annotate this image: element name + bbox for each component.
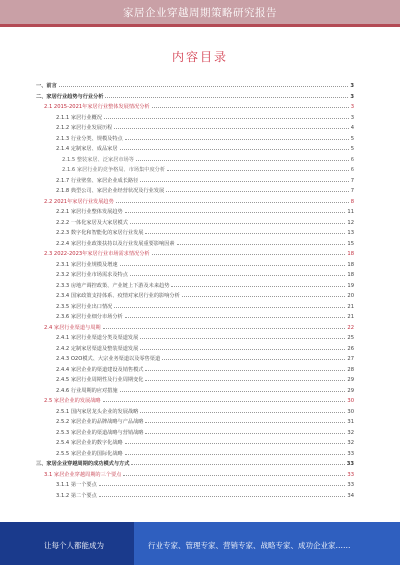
toc-entry-label: 2.5 家居企业的发展战略: [44, 398, 101, 404]
toc-entry-page: 21: [347, 314, 354, 320]
toc-leader-dots: [125, 138, 349, 140]
toc-entry-page: 18: [347, 261, 354, 268]
toc-entry-label: 2.1.8 典型公司、家居企业经营状况及行业发展: [56, 188, 165, 194]
toc-entry[interactable]: [56, 269, 354, 278]
toc-entry-page: 7: [350, 188, 354, 194]
toc-leader-dots: [125, 211, 346, 213]
toc-entry-page: 21: [347, 303, 354, 310]
toc-leader-dots: [162, 358, 345, 360]
toc-entry-label: 2.5.5 家居企业的国际化战略: [56, 450, 123, 457]
toc-entry[interactable]: [56, 490, 354, 499]
toc-leader-dots: [145, 232, 345, 234]
toc-entry-label: 2.1.5 整装家居、泛家居市场等: [62, 156, 134, 163]
toc-entry[interactable]: [44, 101, 354, 110]
toc-entry-page: 29: [347, 377, 354, 383]
toc-entry-label: 2.5.2 家居企业的品牌战略与产品战略: [56, 419, 144, 425]
toc-entry-page: 30: [347, 398, 354, 404]
toc-leader-dots: [145, 421, 345, 423]
toc-entry-page: 3: [350, 104, 354, 110]
footer-left-panel: [0, 522, 134, 565]
toc-entry-page: 6: [350, 167, 354, 173]
toc-entry-label: 二、家居行业趋势与行业分析: [36, 93, 104, 100]
toc-leader-dots: [103, 400, 346, 402]
toc-entry-label: 2.1.7 行业壁垒、家居企业成长路径: [56, 177, 139, 184]
toc-leader-dots: [182, 295, 346, 297]
toc-leader-dots: [140, 180, 348, 182]
toc-entry-page: 32: [347, 440, 354, 446]
toc-entry-label: 2.1.1 家居行业概况: [56, 114, 102, 121]
toc-entry-page: 29: [347, 387, 354, 394]
toc-entry-page: 33: [347, 450, 354, 457]
toc-leader-dots: [140, 337, 345, 339]
toc-entry-page: 11: [347, 209, 354, 215]
toc-entry-label: 3.1 家居企业穿越周期的三个要点: [44, 471, 122, 478]
toc-leader-dots: [103, 327, 346, 329]
toc-entry-label: 2.3.3 房地产调控政策、产业链上下游及未来趋势: [56, 282, 170, 289]
toc-entry[interactable]: [56, 406, 354, 415]
toc-entry-label: 2.3.1 家居行业规模及增速: [56, 261, 118, 268]
toc-leader-dots: [140, 411, 345, 413]
toc-entry-label: 三、家居企业穿越周期的成功模式与方式: [36, 461, 130, 467]
toc-leader-dots: [125, 442, 346, 444]
toc-leader-dots: [145, 369, 345, 371]
toc-entry[interactable]: [62, 164, 354, 173]
toc-leader-dots: [167, 169, 349, 171]
toc-entry-page: 33: [346, 461, 354, 467]
footer-tagline: 让每个人都能成为: [44, 541, 104, 550]
toc-leader-dots: [120, 148, 349, 150]
toc-entry[interactable]: [36, 458, 354, 467]
toc-leader-dots: [130, 274, 345, 276]
toc-entry-label: 2.4 家居行业渠道与周期: [44, 324, 101, 331]
toc-entry-label: 2.4.4 家居企业的渠道建设及销售模式: [56, 366, 144, 373]
toc-entry-label: 2.2.3 数字化和智能化的家居行业发展: [56, 230, 144, 236]
toc-leader-dots: [125, 453, 346, 455]
toc-entry-page: 27: [347, 356, 354, 362]
toc-entry[interactable]: [56, 353, 354, 362]
toc-entry-label: 2.5.1 国内家居龙头企业的发展战略: [56, 408, 139, 415]
toc-entry-page: 32: [347, 429, 354, 436]
toc-leader-dots: [130, 222, 345, 224]
toc-entry[interactable]: [56, 280, 354, 289]
toc-entry-label: 2.2.2 一体化家居及大家居模式: [56, 219, 128, 226]
toc-entry[interactable]: [56, 217, 354, 226]
toc-entry-label: 2.2.4 家居行业政策扶持以及行业发展重要影响因素: [56, 240, 175, 247]
toc-entry[interactable]: [56, 185, 354, 194]
toc-entry[interactable]: [56, 343, 354, 352]
toc-leader-dots: [114, 306, 345, 308]
report-header: [0, 0, 400, 24]
toc-entry[interactable]: [56, 385, 354, 394]
toc-leader-dots: [104, 117, 349, 119]
toc-leader-dots: [152, 106, 349, 108]
toc-entry[interactable]: [62, 154, 354, 163]
toc-entry-label: 2.1.4 定制家居、成品家居: [56, 146, 118, 152]
toc-entry-label: 2.3 2022-2023年家居行业市场需求情况分析: [44, 251, 150, 257]
footer-slogan: 行业专家、管理专家、营销专家、战略专家、成功企业家……: [148, 541, 351, 550]
toc-leader-dots: [131, 463, 344, 465]
toc-entry-label: 2.3.2 家居行业市场需求及特点: [56, 272, 128, 278]
toc-entry-label: 3.1.2 第二个要点: [56, 492, 97, 499]
toc-entry-page: 33: [347, 471, 354, 478]
toc-leader-dots: [105, 96, 348, 98]
toc-leader-dots: [120, 264, 346, 266]
toc-entry[interactable]: [56, 143, 354, 152]
toc-entry-label: 2.5.4 家居企业的数字化战略: [56, 440, 123, 446]
toc-entry-label: 2.4.6 行业周期的应对措施: [56, 387, 118, 394]
toc-leader-dots: [116, 201, 349, 203]
toc-entry[interactable]: [56, 427, 354, 436]
toc-leader-dots: [152, 253, 346, 255]
toc-entry[interactable]: [56, 416, 354, 425]
toc-entry-label: 2.4.5 家居行业周期性及行业周期变化: [56, 377, 144, 383]
toc-entry-label: 3.1.1 第一个要点: [56, 482, 97, 488]
toc-entry[interactable]: [56, 374, 354, 383]
toc-leader-dots: [125, 316, 346, 318]
toc-entry[interactable]: [36, 80, 354, 89]
toc-entry[interactable]: [56, 112, 354, 121]
toc-entry[interactable]: [44, 196, 354, 205]
toc-entry[interactable]: [44, 469, 354, 478]
toc-leader-dots: [99, 495, 346, 497]
toc-entry-page: 33: [347, 482, 354, 488]
toc-entry-page: 20: [347, 293, 354, 299]
toc-entry-page: 3: [350, 114, 354, 121]
toc-entry[interactable]: [56, 364, 354, 373]
toc-entry-label: 2.5.3 家居企业的渠道战略与营销战略: [56, 429, 144, 436]
toc-entry-page: 18: [347, 251, 354, 257]
toc-entry-label: 2.1.3 行业分类、规模及特点: [56, 135, 123, 142]
toc-leader-dots: [166, 190, 348, 192]
toc-entry-label: 2.1.6 家居行业的竞争格局、市场集中度分析: [62, 167, 166, 173]
toc-entry-label: 2.1 2015-2021年家居行业整体发展情况分析: [44, 104, 150, 110]
toc-entry-page: 30: [347, 408, 354, 415]
toc-entry-page: 6: [350, 156, 354, 163]
toc-entry[interactable]: [56, 206, 354, 215]
toc-leader-dots: [145, 379, 345, 381]
toc-leader-dots: [123, 474, 345, 476]
toc-leader-dots: [145, 432, 345, 434]
toc-entry-page: 7: [350, 177, 354, 184]
toc-entry[interactable]: [44, 248, 354, 257]
toc-entry[interactable]: [56, 259, 354, 268]
toc-entry-page: 25: [347, 335, 354, 341]
toc-leader-dots: [120, 390, 346, 392]
toc-entry-label: 2.3.5 家居行业出口情况: [56, 303, 113, 310]
toc-entry[interactable]: [56, 311, 354, 320]
toc-entry[interactable]: [56, 301, 354, 310]
toc-entry-page: 34: [347, 492, 354, 499]
toc-entry[interactable]: [56, 437, 354, 446]
toc-entry[interactable]: [56, 175, 354, 184]
toc-entry-label: 2.4.1 家居行业渠道分类及渠道发展: [56, 335, 139, 341]
toc-entry-page: 19: [347, 282, 354, 289]
toc-entry[interactable]: [44, 395, 354, 404]
toc-leader-dots: [136, 159, 349, 161]
toc-entry-page: 3: [350, 93, 354, 100]
toc-leader-dots: [59, 85, 349, 87]
toc-entry-label: 一、前言: [36, 83, 57, 89]
toc-leader-dots: [140, 348, 345, 350]
toc-entry-page: 13: [347, 230, 354, 236]
toc-entry[interactable]: [56, 133, 354, 142]
toc-entry-label: 2.2 2021年家居行业发展趋势: [44, 198, 114, 205]
toc-entry[interactable]: [56, 227, 354, 236]
toc-heading: 内容目录: [171, 50, 228, 64]
toc-entry[interactable]: [56, 332, 354, 341]
toc-entry-page: 5: [350, 146, 354, 152]
toc-entry-label: 2.1.2 家居行业发展历程: [56, 125, 113, 131]
toc-entry[interactable]: [56, 448, 354, 457]
toc-leader-dots: [171, 285, 345, 287]
toc-entry-label: 2.4.2 定制家居渠道及整装渠道发展: [56, 345, 139, 352]
toc-leader-dots: [177, 243, 346, 245]
toc-entry[interactable]: [56, 290, 354, 299]
toc-leader-dots: [99, 484, 346, 486]
toc-entry-label: 2.4.3 O2O模式、大宗业务渠道以及零售渠道: [56, 356, 161, 362]
toc-entry[interactable]: [44, 322, 354, 331]
toc-entry-page: 4: [350, 125, 354, 131]
report-title: 家居企业穿越周期策略研究报告: [123, 7, 277, 19]
toc-entry[interactable]: [56, 479, 354, 488]
toc-entry[interactable]: [56, 238, 354, 247]
toc-entry-label: 2.3.6 家居行业细分市场分析: [56, 314, 123, 320]
toc-entry-page: 31: [347, 419, 354, 425]
toc-entry-page: 3: [350, 83, 354, 89]
toc-entry[interactable]: [36, 91, 354, 100]
toc-entry-page: 22: [347, 324, 354, 331]
toc-entry-page: 26: [347, 345, 354, 352]
toc-entry-page: 15: [347, 240, 354, 247]
toc-entry-page: 8: [350, 198, 354, 205]
header-accent-bar: [0, 24, 400, 27]
toc-entry-page: 12: [347, 219, 354, 226]
toc-leader-dots: [114, 127, 348, 129]
toc-entry-page: 18: [347, 272, 354, 278]
toc-entry-page: 28: [347, 366, 354, 373]
toc-entry-label: 2.2.1 家居行业整体发展趋势: [56, 209, 123, 215]
toc-entry-label: 2.3.4 国家政策支持体系、疫情对家居行业的影响分析: [56, 293, 180, 299]
toc-entry-page: 5: [350, 135, 354, 142]
toc-entry[interactable]: [56, 122, 354, 131]
